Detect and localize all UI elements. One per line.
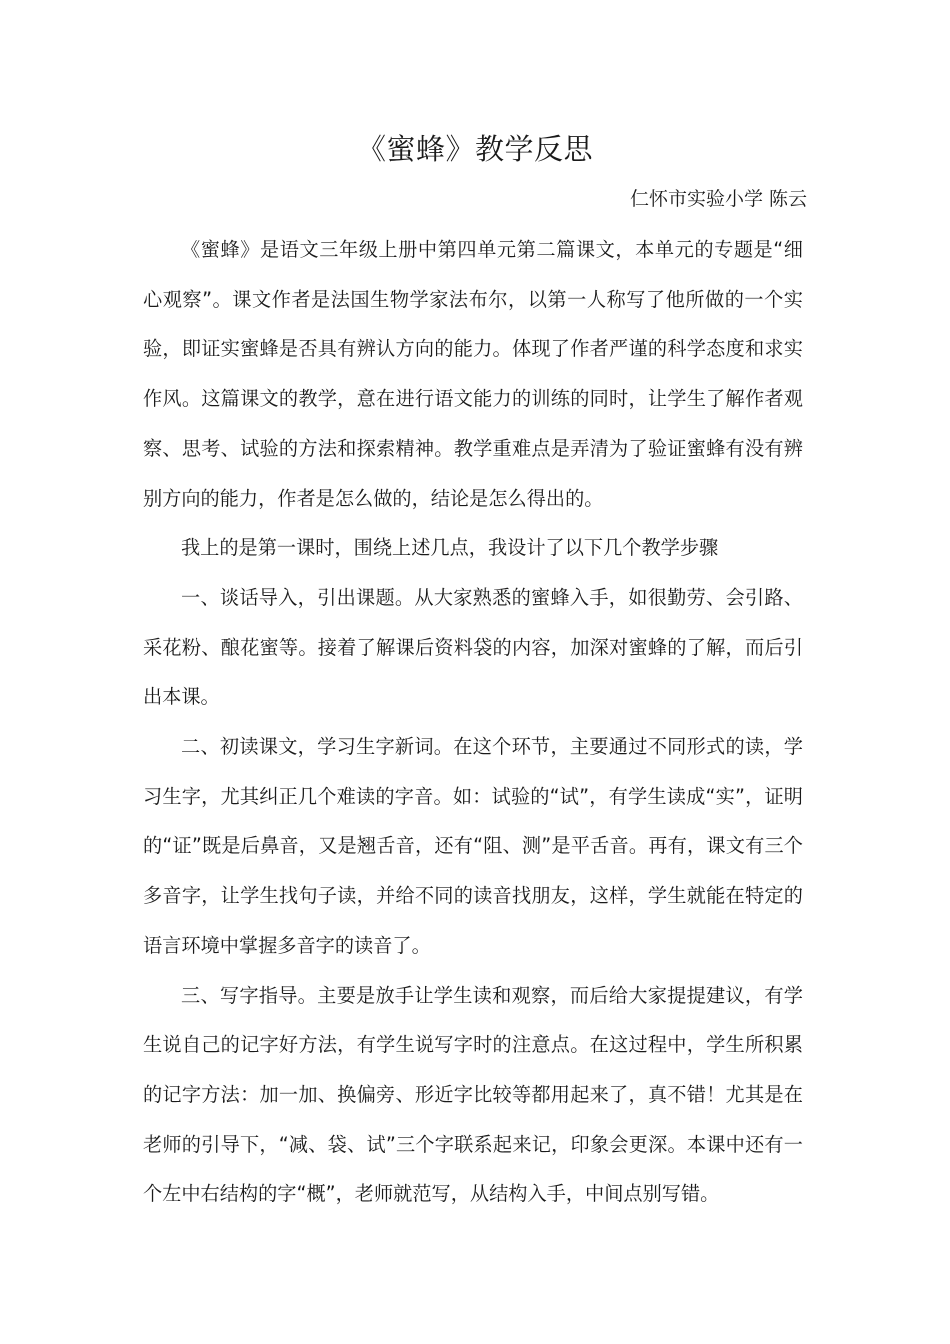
document-body [143,225,803,1219]
paragraph-step-three: 三、写字指导。主要是放手让学生读和观察，而后给大家提提建议，有学生说自己的记字好方法，有学生说写字时的注意点。在这过程中，学生所积累的记字方法：加一加、换偏旁、形近字比较等都用起来了，真不错！尤其是在老师的引导下，“减、袋、试”三个字联系起来记，印象会更深。本课中还有一个左中右结构的字“概”，老师就范写，从结构入手，中间点别写错。 [143,983,803,1206]
paragraph-intro: 《蜜蜂》是语文三年级上册中第四单元第二篇课文，本单元的专题是“细心观察”。课文作者是法国生物学家法布尔，以第一人称写了他所做的一个实验，即证实蜜蜂是否具有辨认方向的能力。体现了作者严谨的科学态度和求实作风。这篇课文的教学，意在进行语文能力的训练的同时，让学生了解作者观察、思考、试验的方法和探索精神。教学重难点是弄清为了验证蜜蜂有没有辨别方向的能力，作者是怎么做的，结论是怎么得出的。 [143,238,803,510]
paragraph-step-one: 一、谈话导入，引出课题。从大家熟悉的蜜蜂入手，如很勤劳、会引路、采花粉、酿花蜜等。接着了解课后资料袋的内容，加深对蜜蜂的了解，而后引出本课。 [143,585,803,709]
paragraph-lesson-plan: 我上的是第一课时，围绕上述几点，我设计了以下几个教学步骤 [181,536,719,560]
author-byline: 仁怀市实验小学 陈云 [629,188,807,210]
paragraph-step-two: 二、初读课文，学习生字新词。在这个环节，主要通过不同形式的读，学习生字，尤其纠正几个难读的字音。如：试验的“试”，有学生读成“实”，证明的“证”既是后鼻音，又是翘舌音，还有“阻、测”是平舌音。再有，课文有三个多音字，让学生找句子读，并给不同的读音找朋友，这样，学生就能在特定的语言环境中掌握多音字的读音了。 [143,735,803,957]
document-title: 《蜜蜂》教学反思 [356,132,593,166]
